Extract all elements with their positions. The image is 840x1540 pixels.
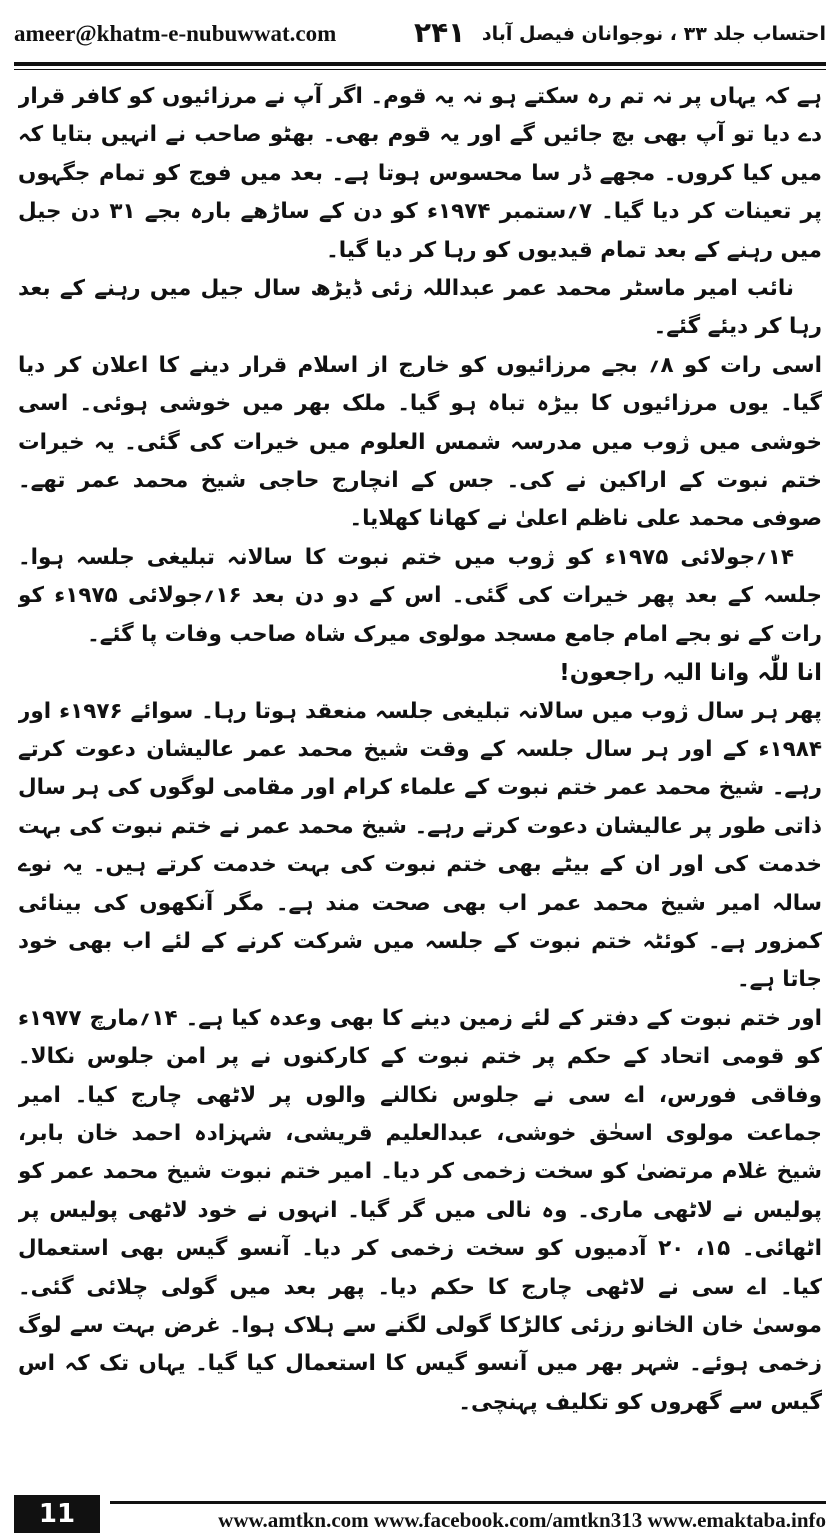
page-body <box>18 78 822 1463</box>
paragraph-4: ۱۴؍جولائی ۱۹۷۵ء کو ژوب میں ختم نبوت کا سالانہ تبلیغی جلسہ ہوا۔ جلسہ کے بعد پھر خیرات کی گئی۔ اس کے دو دن بعد ۱۶؍جولائی ۱۹۷۵ء کو رات کے نو بجے امام جامع مسجد مولوی میرک شاہ صاحب وفات پا گئے۔ <box>18 544 822 647</box>
paragraph-5: پھر ہر سال ژوب میں سالانہ تبلیغی جلسہ منعقد ہوتا رہا۔ سوائے ۱۹۷۶ء اور ۱۹۸۴ء کے اور ہر سال جلسہ کے وقت شیخ محمد عمر عالیشان دعوت کرتے رہے۔ شیخ محمد عمر ختم نبوت کے علماء کرام اور مقامی لوگوں کی ہر سال ذاتی طور پر عالیشان دعوت کرتے رہے۔ شیخ محمد عمر نے ختم نبوت کی بہت خدمت کی اور ان کے بیٹے بھی ختم نبوت کی بہت خدمت کرتے ہیں۔ یہ نوے سالہ امیر شیخ محمد عمر اب بھی صحت مند ہے۔ مگر آنکھوں کی بینائی کمزور ہے۔ کوئٹہ ختم نبوت کے جلسہ میں شرکت کرنے کے لئے اب بھی خود جاتا ہے۔ <box>18 698 822 993</box>
header-book-title: احتساب جلد ۳۳ ، نوجوانان فیصل آباد <box>481 23 826 45</box>
header-rule <box>14 62 826 70</box>
footer-page-number: 11 <box>14 1495 100 1533</box>
paragraph-3: اسی رات کو ۸؍ بجے مرزائیوں کو خارج از اسلام قرار دینے کا اعلان کر دیا گیا۔ یوں مرزائیوں کا بیڑہ تباہ ہو گیا۔ ملک بھر میں خوشی ہوئی۔ اسی خوشی میں ژوب میں مدرسہ شمس العلوم میں خیرات کی گئی۔ یہ خیرات ختم نبوت کے اراکین نے کی۔ جس کے انچارج حاجی شیخ محمد عمر تھے۔ صوفی محمد علی ناظم اعلیٰ نے کھانا کھلایا۔ <box>18 352 822 532</box>
paragraph-6: اور ختم نبوت کے دفتر کے لئے زمین دینے کا بھی وعدہ کیا ہے۔ ۱۴؍مارچ ۱۹۷۷ء کو قومی اتحاد کے حکم پر ختم نبوت کے کارکنوں نے پر امن جلوس نکالا۔ وفاقی فورس، اے سی نے جلوس نکالنے والوں پر لاٹھی چارج کیا۔ امیر جماعت مولوی اسحٰق خوشی، عبدالعلیم قریشی، شہزادہ احمد خان بابر، شیخ غلام مرتضیٰ کو سخت زخمی کر دیا۔ امیر ختم نبوت شیخ محمد عمر کو پولیس نے لاٹھی ماری۔ وہ نالی میں گر گیا۔ انہوں نے خود لاٹھی پولیس پر اٹھائی۔ ۱۵، ۲۰ آدمیوں کو سخت زخمی کر دیا۔ آنسو گیس بھی استعمال کیا۔ اے سی نے لاٹھی چارج کا حکم دیا۔ پھر بعد میں گولی چلائی گئی۔ موسیٰ خان الخانو رزئی کالڑکا گولی لگنے سے ہلاک ہوا۔ غرض بہت سے لوگ زخمی ہوئے۔ شہر بھر میں آنسو گیس کا استعمال کیا گیا۔ یہاں تک کہ اس گیس سے گھروں کو تکلیف پہنچی۔ <box>18 1005 822 1415</box>
paragraph-1: ہے کہ یہاں پر نہ تم رہ سکتے ہو نہ یہ قوم۔ اگر آپ نے مرزائیوں کو کافر قرار دے دیا تو آپ بھی بچ جائیں گے اور یہ قوم بھی۔ بھٹو صاحب نے انہیں بتایا کہ میں کیا کروں۔ مجھے ڈر سا محسوس ہوتا ہے۔ بعد میں فوج کو تمام جگہوں پر تعینات کر دیا گیا۔ ۷؍ستمبر ۱۹۷۴ء کو دن کے ساڑھے بارہ بجے ۳۱ دن جیل میں رہنے کے بعد تمام قیدیوں کو رہا کر دیا گیا۔ <box>18 84 822 263</box>
header-page-number: ۲۴۱ <box>414 16 466 49</box>
header-email: ameer@khatm-e-nubuwwat.com <box>14 21 337 46</box>
footer-rule <box>110 1501 826 1504</box>
footer-links: www.amtkn.com www.facebook.com/amtkn313 www.emaktaba.info <box>218 1508 826 1532</box>
paragraph-dua: انا للّٰہ وانا الیہ راجعون! <box>559 660 822 687</box>
footer-links-area <box>100 1495 826 1533</box>
page-header <box>14 14 826 54</box>
paragraph-2: نائب امیر ماسٹر محمد عمر عبداللہ زئی ڈیڑھ سال جیل میں رہنے کے بعد رہا کر دیئے گئے۔ <box>18 276 822 340</box>
page-footer <box>14 1495 826 1533</box>
